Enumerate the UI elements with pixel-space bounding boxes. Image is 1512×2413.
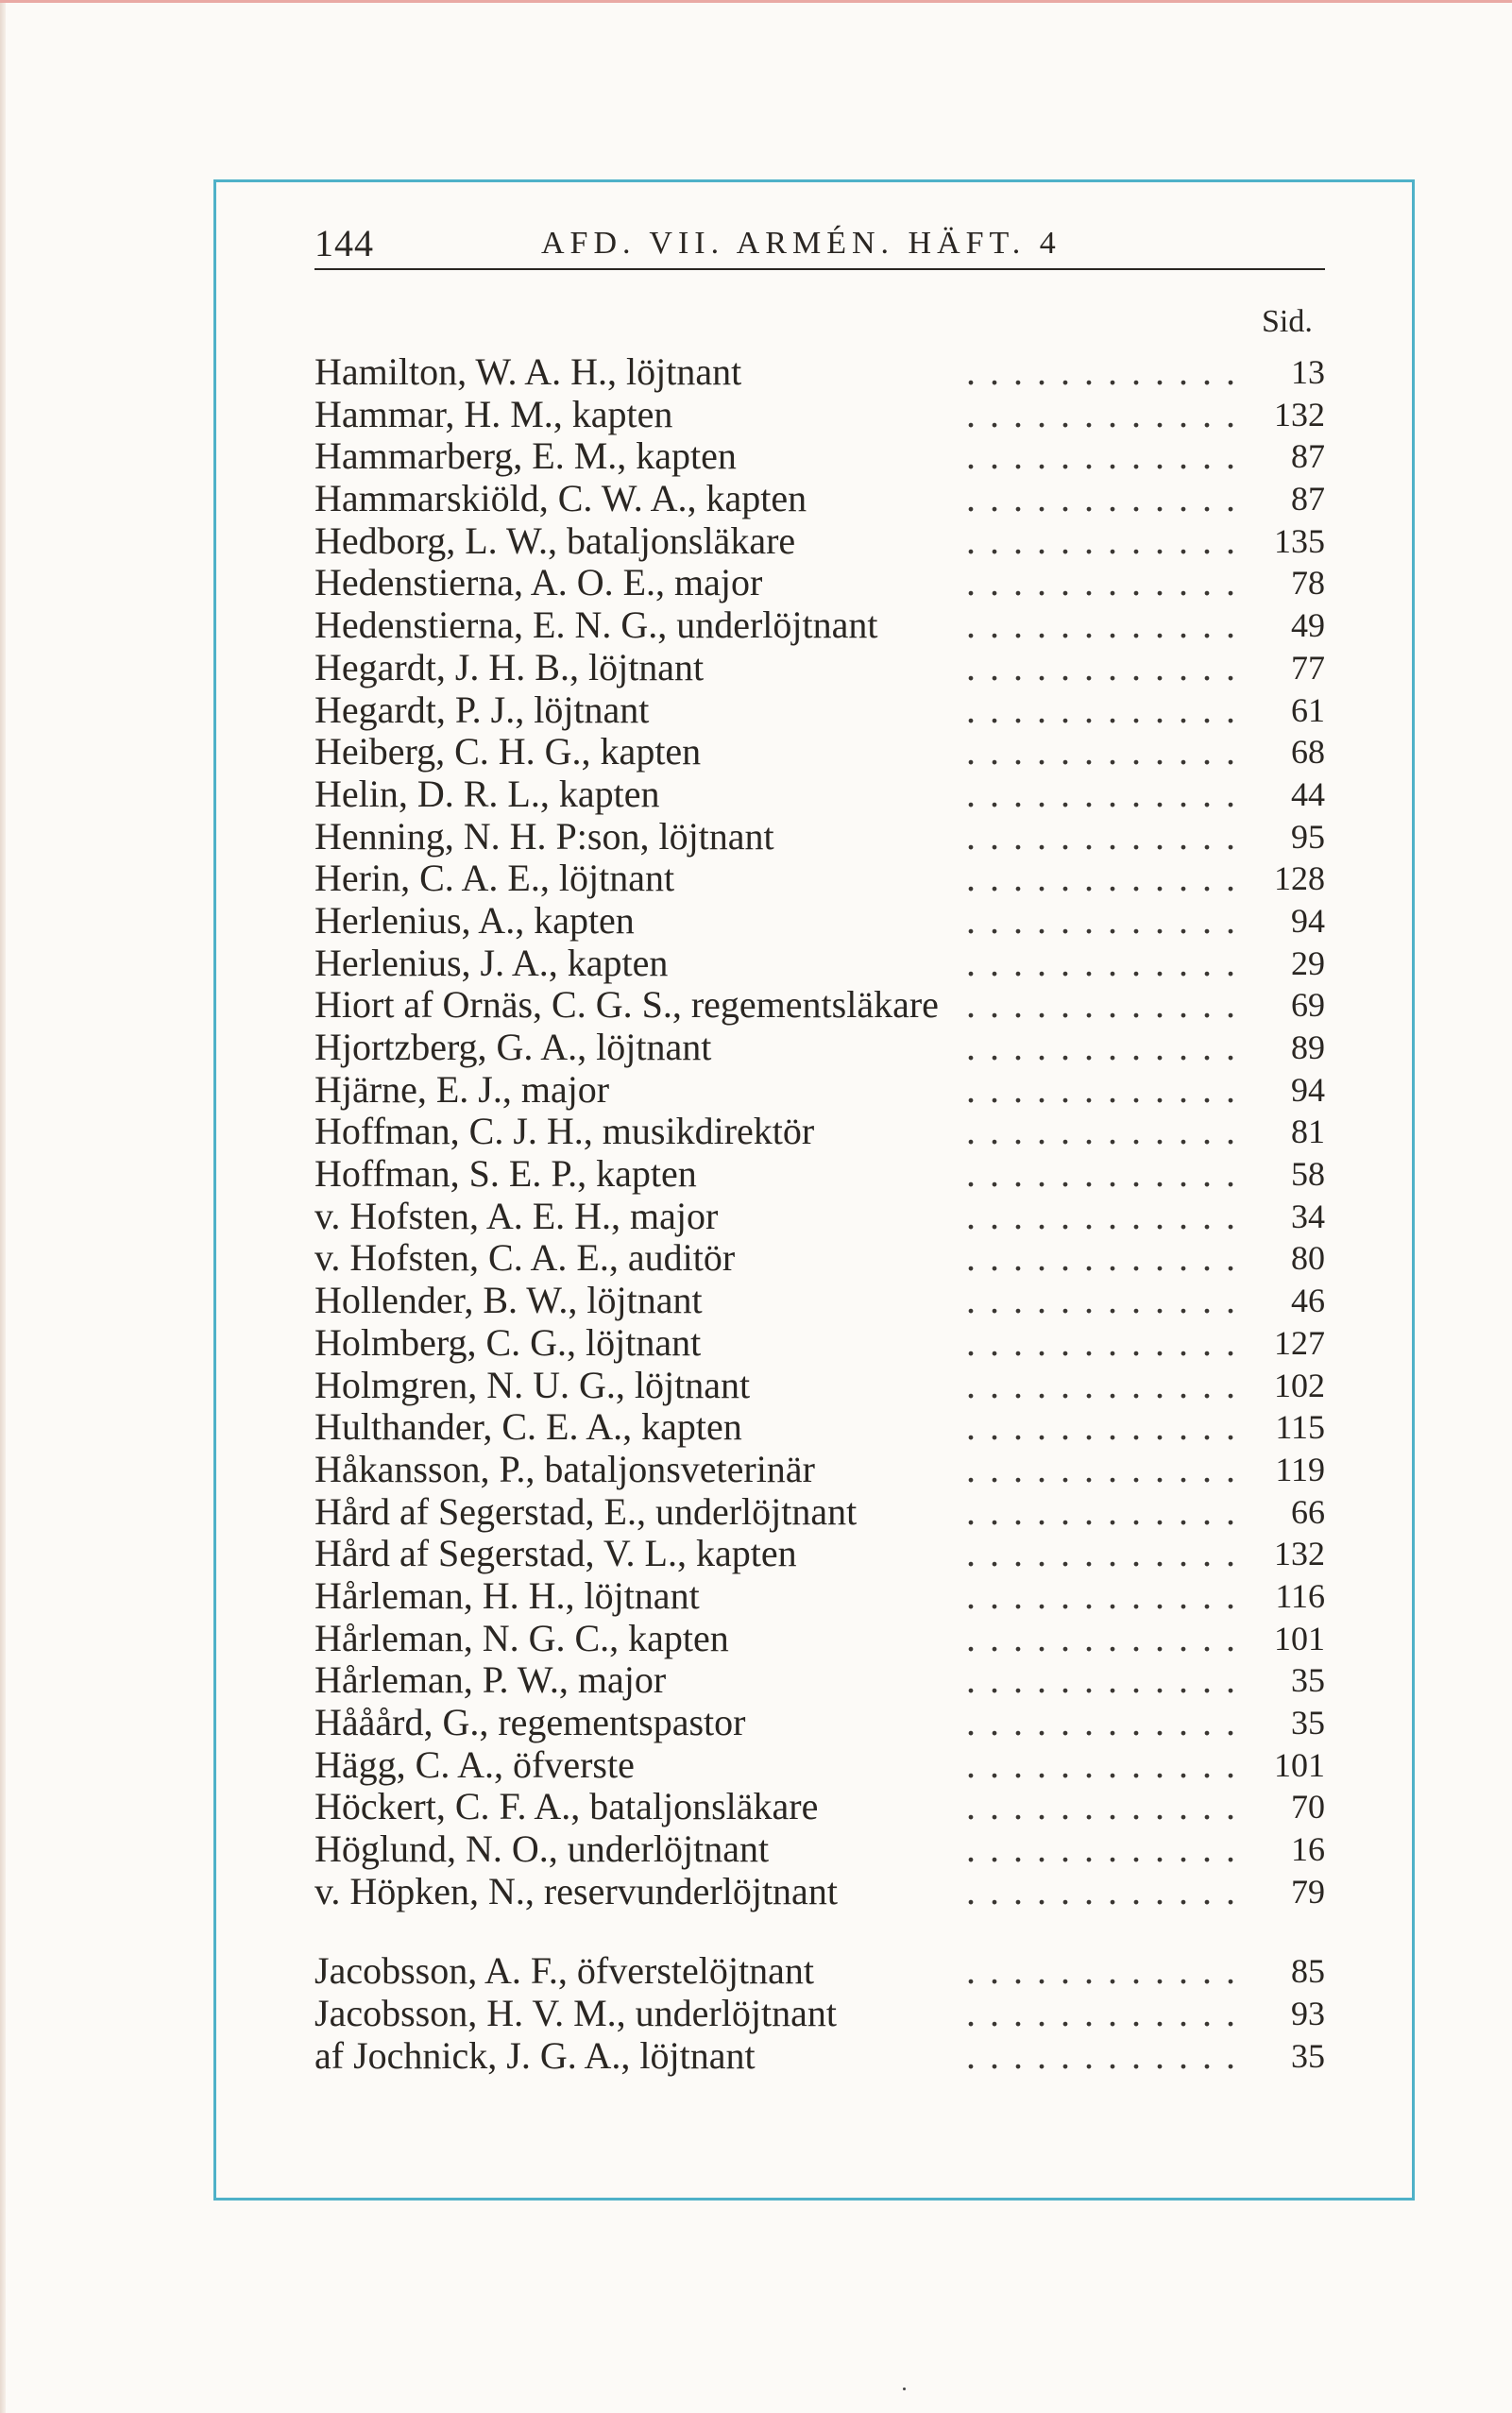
entry-name: Hårleman, H. H., löjtnant [314, 1575, 713, 1617]
page-number: 144 [314, 222, 374, 264]
entry-name: Hegardt, J. H. B., löjtnant [314, 647, 717, 688]
index-entry [314, 1659, 1325, 1702]
entry-page-number: 69 [1291, 986, 1325, 1025]
index-entry [314, 858, 1325, 900]
index-entry [314, 1533, 1325, 1575]
entry-name: Hoffman, C. J. H., musikdirektör [314, 1111, 827, 1152]
entry-name: Herin, C. A. E., löjtnant [314, 858, 688, 899]
entry-page-number: 35 [1291, 1661, 1325, 1700]
entry-name: Håkansson, P., bataljonsveterinär [314, 1449, 828, 1490]
entry-name: Hamilton, W. A. H., löjtnant [314, 351, 755, 393]
entry-name: Helin, D. R. L., kapten [314, 773, 673, 815]
index-entry [314, 1406, 1325, 1449]
index-entry [314, 647, 1325, 689]
leader-dots: ............ [966, 1950, 1249, 1993]
leader-dots: ............ [966, 899, 1249, 942]
entry-name: Hårleman, N. G. C., kapten [314, 1618, 742, 1659]
index-entry [314, 604, 1325, 647]
entry-page-number: 80 [1291, 1239, 1325, 1278]
index-entry [314, 1237, 1325, 1280]
index-entry [314, 1491, 1325, 1534]
entry-name: Hååård, G., regementspastor [314, 1702, 758, 1743]
index-entry [314, 1322, 1325, 1365]
leader-dots: ............ [966, 1027, 1249, 1068]
leader-dots: ............ [966, 942, 1249, 984]
entry-name: Hedenstierna, A. O. E., major [314, 562, 775, 603]
leader-dots: ............ [966, 1828, 1249, 1871]
entry-name: Hjärne, E. J., major [314, 1069, 622, 1111]
page-column-label: Sid. [1262, 304, 1313, 339]
index-entry [314, 943, 1325, 985]
leader-dots: ............ [966, 1870, 1249, 1912]
entry-page-number: 58 [1291, 1155, 1325, 1194]
leader-dots: ............ [966, 1068, 1249, 1111]
index-entry [314, 1786, 1325, 1828]
entry-page-number: 115 [1275, 1408, 1325, 1447]
index-entry [314, 478, 1325, 520]
entry-name: Jacobsson, A. F., öfverstelöjtnant [314, 1950, 827, 1992]
leader-dots: ............ [966, 1448, 1249, 1490]
index-entry [314, 1111, 1325, 1153]
page-top-edge [0, 0, 1512, 3]
entry-name: Hedborg, L. W., bataljonsläkare [314, 520, 808, 562]
entry-name: Holmberg, C. G., löjtnant [314, 1322, 714, 1364]
leader-dots: ............ [966, 1321, 1249, 1364]
entry-page-number: 87 [1291, 480, 1325, 518]
leader-dots: ............ [966, 773, 1249, 815]
page-edge-shadow [0, 0, 6, 2413]
index-entry [314, 1702, 1325, 1744]
entry-name: Hägg, C. A., öfverste [314, 1744, 648, 1786]
index-entry [314, 1069, 1325, 1112]
entry-name: v. Hofsten, A. E. H., major [314, 1196, 731, 1237]
index-entry [314, 2035, 1325, 2078]
index-entry [314, 1196, 1325, 1238]
index-entry [314, 1618, 1325, 1660]
paper-speck [903, 2388, 906, 2390]
index-entry [314, 520, 1325, 563]
index-entry [314, 900, 1325, 943]
entry-page-number: 44 [1291, 774, 1325, 813]
leader-dots: ............ [966, 688, 1249, 731]
leader-dots: ............ [966, 1195, 1249, 1237]
index-entry [314, 351, 1325, 394]
leader-dots: ............ [966, 604, 1249, 647]
index-group-j [314, 1950, 1325, 2077]
entry-name: Jacobsson, H. V. M., underlöjtnant [314, 1993, 850, 2034]
leader-dots: ............ [966, 1533, 1249, 1575]
index-entry [314, 689, 1325, 732]
index-entry [314, 1153, 1325, 1196]
index-entry [314, 1950, 1325, 1993]
entry-page-number: 35 [1291, 2036, 1325, 2075]
entry-page-number: 128 [1274, 859, 1325, 898]
index-entry [314, 1828, 1325, 1871]
entry-name: Herlenius, A., kapten [314, 900, 648, 942]
entry-page-number: 95 [1291, 817, 1325, 856]
entry-page-number: 132 [1274, 395, 1325, 433]
leader-dots: ............ [966, 1993, 1249, 2035]
leader-dots: ............ [966, 984, 1249, 1027]
index-entry [314, 731, 1325, 773]
entry-name: Henning, N. H. P:son, löjtnant [314, 816, 788, 858]
entry-page-number: 66 [1291, 1492, 1325, 1531]
entry-page-number: 16 [1291, 1830, 1325, 1869]
leader-dots: ............ [966, 815, 1249, 858]
entry-name: Hård af Segerstad, V. L., kapten [314, 1533, 810, 1574]
leader-dots: ............ [966, 351, 1249, 393]
entry-name: Hollender, B. W., löjtnant [314, 1280, 716, 1321]
index-entry [314, 1280, 1325, 1322]
entry-name: Heiberg, C. H. G., kapten [314, 731, 714, 773]
leader-dots: ............ [966, 1786, 1249, 1828]
index-entry [314, 816, 1325, 858]
index-group-h [314, 351, 1325, 1912]
entry-name: Hulthander, C. E. A., kapten [314, 1406, 756, 1448]
leader-dots: ............ [966, 1237, 1249, 1280]
leader-dots: ............ [966, 435, 1249, 478]
running-head: AFD. VII. ARMÉN. HÄFT. 4 [541, 226, 1062, 261]
leader-dots: ............ [966, 562, 1249, 604]
entry-page-number: 87 [1291, 437, 1325, 476]
entry-page-number: 34 [1291, 1197, 1325, 1235]
index-entry [314, 1449, 1325, 1491]
entry-page-number: 70 [1291, 1788, 1325, 1827]
index-entry [314, 984, 1325, 1027]
entry-page-number: 93 [1291, 1995, 1325, 2033]
entry-name: v. Höpken, N., reservunderlöjtnant [314, 1871, 851, 1912]
entry-page-number: 81 [1291, 1113, 1325, 1151]
leader-dots: ............ [966, 1490, 1249, 1533]
entry-name: Hammarskiöld, C. W. A., kapten [314, 478, 820, 519]
entry-page-number: 119 [1275, 1450, 1325, 1488]
entry-page-number: 101 [1274, 1619, 1325, 1657]
entry-page-number: 79 [1291, 1872, 1325, 1911]
entry-page-number: 127 [1274, 1323, 1325, 1362]
leader-dots: ............ [966, 1406, 1249, 1449]
index-entry [314, 1993, 1325, 2035]
leader-dots: ............ [966, 1364, 1249, 1406]
entry-page-number: 132 [1274, 1535, 1325, 1573]
entry-page-number: 94 [1291, 1070, 1325, 1109]
index-entry [314, 1365, 1325, 1407]
entry-name: Herlenius, J. A., kapten [314, 943, 681, 984]
entry-page-number: 102 [1274, 1366, 1325, 1404]
entry-page-number: 68 [1291, 733, 1325, 772]
leader-dots: ............ [966, 1111, 1249, 1153]
entry-name: Höglund, N. O., underlöjtnant [314, 1828, 782, 1870]
index-entry [314, 773, 1325, 816]
index-entry [314, 1744, 1325, 1787]
leader-dots: ............ [966, 393, 1249, 435]
group-spacer [314, 1912, 1325, 1950]
leader-dots: ............ [966, 1702, 1249, 1743]
index-entry [314, 1871, 1325, 1913]
index-list [314, 351, 1325, 2078]
leader-dots: ............ [966, 1153, 1249, 1196]
leader-dots: ............ [966, 1574, 1249, 1617]
index-entry [314, 562, 1325, 604]
page-header [314, 219, 1325, 270]
entry-name: Hoffman, S. E. P., kapten [314, 1153, 710, 1195]
entry-page-number: 85 [1291, 1952, 1325, 1991]
leader-dots: ............ [966, 858, 1249, 900]
leader-dots: ............ [966, 1617, 1249, 1659]
entry-page-number: 13 [1291, 353, 1325, 391]
entry-page-number: 135 [1274, 521, 1325, 560]
index-entry [314, 435, 1325, 478]
leader-dots: ............ [966, 1280, 1249, 1322]
entry-page-number: 49 [1291, 606, 1325, 645]
entry-page-number: 35 [1291, 1704, 1325, 1742]
entry-name: af Jochnick, J. G. A., löjtnant [314, 2035, 769, 2077]
leader-dots: ............ [966, 731, 1249, 773]
entry-name: v. Hofsten, C. A. E., auditör [314, 1237, 748, 1279]
index-entry [314, 394, 1325, 436]
index-entry [314, 1027, 1325, 1069]
entry-name: Hiort af Ornäs, C. G. S., regementsläkare [314, 984, 952, 1026]
leader-dots: ............ [966, 478, 1249, 520]
entry-name: Hammarberg, E. M., kapten [314, 435, 750, 477]
entry-name: Hammar, H. M., kapten [314, 394, 686, 435]
entry-name: Hegardt, P. J., löjtnant [314, 689, 662, 731]
entry-page-number: 77 [1291, 648, 1325, 687]
leader-dots: ............ [966, 1659, 1249, 1702]
leader-dots: ............ [966, 1743, 1249, 1786]
index-entry [314, 1575, 1325, 1618]
entry-name: Hårleman, P. W., major [314, 1659, 679, 1701]
entry-page-number: 89 [1291, 1028, 1325, 1066]
entry-name: Hård af Segerstad, E., underlöjtnant [314, 1491, 870, 1533]
entry-page-number: 46 [1291, 1282, 1325, 1320]
entry-name: Hedenstierna, E. N. G., underlöjtnant [314, 604, 892, 646]
leader-dots: ............ [966, 646, 1249, 688]
entry-page-number: 94 [1291, 901, 1325, 940]
entry-page-number: 101 [1274, 1745, 1325, 1784]
entry-page-number: 116 [1275, 1576, 1325, 1615]
entry-name: Höckert, C. F. A., bataljonsläkare [314, 1786, 831, 1827]
leader-dots: ............ [966, 519, 1249, 562]
entry-name: Holmgren, N. U. G., löjtnant [314, 1365, 763, 1406]
entry-page-number: 61 [1291, 690, 1325, 729]
entry-page-number: 29 [1291, 943, 1325, 982]
entry-name: Hjortzberg, G. A., löjtnant [314, 1027, 724, 1068]
leader-dots: ............ [966, 2034, 1249, 2077]
entry-page-number: 78 [1291, 564, 1325, 603]
